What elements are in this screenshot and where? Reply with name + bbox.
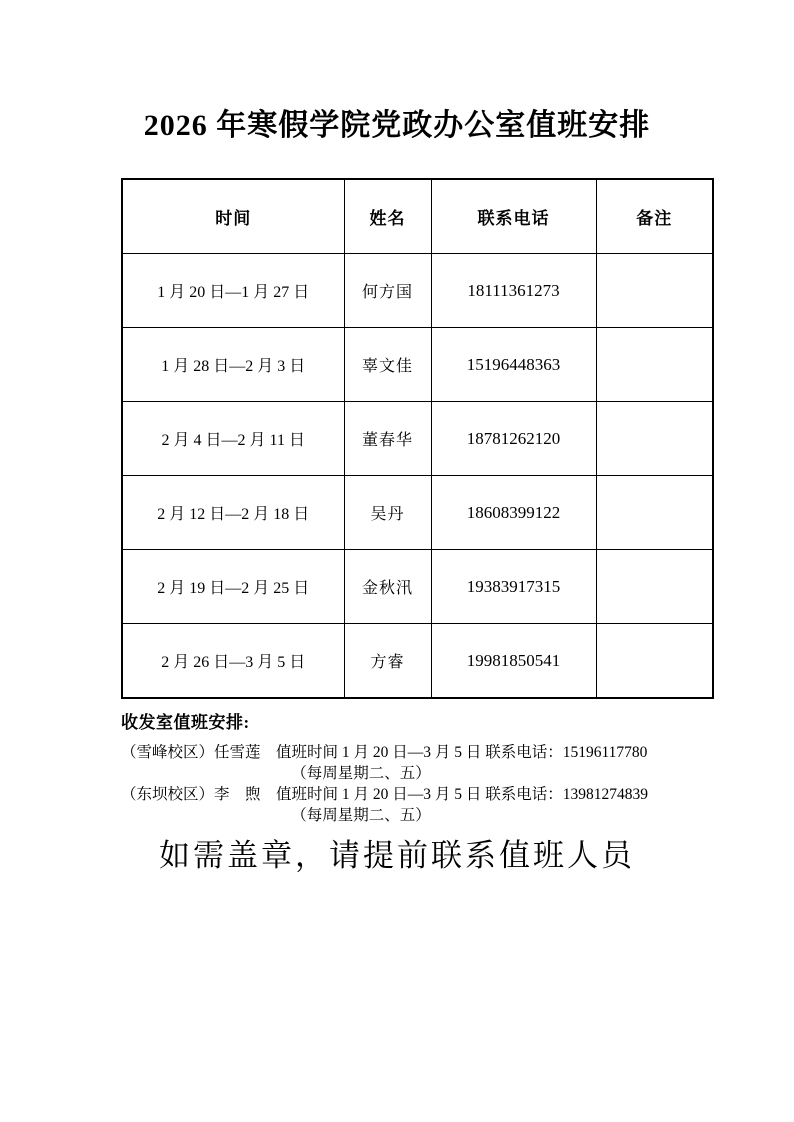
column-header-name: 姓名 (344, 179, 431, 254)
mailroom-entry (121, 742, 721, 784)
table-row (122, 476, 713, 550)
duty-person: 辜文佳 (344, 328, 431, 402)
column-header-phone: 联系电话 (431, 179, 596, 254)
mailroom-entry-weekdays: （每周星期二、五） (291, 807, 431, 824)
duty-person: 吴丹 (344, 476, 431, 550)
remark-cell (596, 328, 713, 402)
duty-period: 2 月 26 日—3 月 5 日 (122, 624, 344, 699)
remark-cell (596, 402, 713, 476)
contact-phone: 19981850541 (431, 624, 596, 699)
duty-period: 2 月 4 日—2 月 11 日 (122, 402, 344, 476)
table-row (122, 328, 713, 402)
mailroom-heading: 收发室值班安排: (121, 713, 250, 732)
contact-phone: 19383917315 (431, 550, 596, 624)
duty-period: 2 月 12 日—2 月 18 日 (122, 476, 344, 550)
duty-person: 何方国 (344, 254, 431, 328)
stamp-notice: 如需盖章，请提前联系值班人员 (159, 838, 635, 873)
remark-cell (596, 476, 713, 550)
document-title: 2026 年寒假学院党政办公室值班安排 (143, 109, 651, 142)
mailroom-entry-line: （东坝校区）李 煦 值班时间 1 月 20 日—3 月 5 日 联系电话：13981274839 (121, 786, 649, 803)
mailroom-entry-line: （雪峰校区）任雪莲 值班时间 1 月 20 日—3 月 5 日 联系电话：15196117780 (121, 744, 648, 761)
column-header-note: 备注 (596, 179, 713, 254)
duty-schedule-table (121, 178, 714, 699)
mailroom-entry (121, 784, 721, 826)
duty-period: 1 月 28 日—2 月 3 日 (122, 328, 344, 402)
remark-cell (596, 624, 713, 699)
table-header-row (122, 179, 713, 254)
duty-period: 1 月 20 日—1 月 27 日 (122, 254, 344, 328)
table-row (122, 402, 713, 476)
mailroom-section (121, 708, 721, 826)
contact-phone: 18111361273 (431, 254, 596, 328)
contact-phone: 15196448363 (431, 328, 596, 402)
contact-phone: 18781262120 (431, 402, 596, 476)
remark-cell (596, 254, 713, 328)
duty-person: 金秋汛 (344, 550, 431, 624)
table-row (122, 550, 713, 624)
column-header-time: 时间 (122, 179, 344, 254)
mailroom-entry-weekdays: （每周星期二、五） (291, 765, 431, 782)
remark-cell (596, 550, 713, 624)
duty-period: 2 月 19 日—2 月 25 日 (122, 550, 344, 624)
contact-phone: 18608399122 (431, 476, 596, 550)
table-row (122, 624, 713, 699)
duty-person: 方睿 (344, 624, 431, 699)
duty-person: 董春华 (344, 402, 431, 476)
table-row (122, 254, 713, 328)
